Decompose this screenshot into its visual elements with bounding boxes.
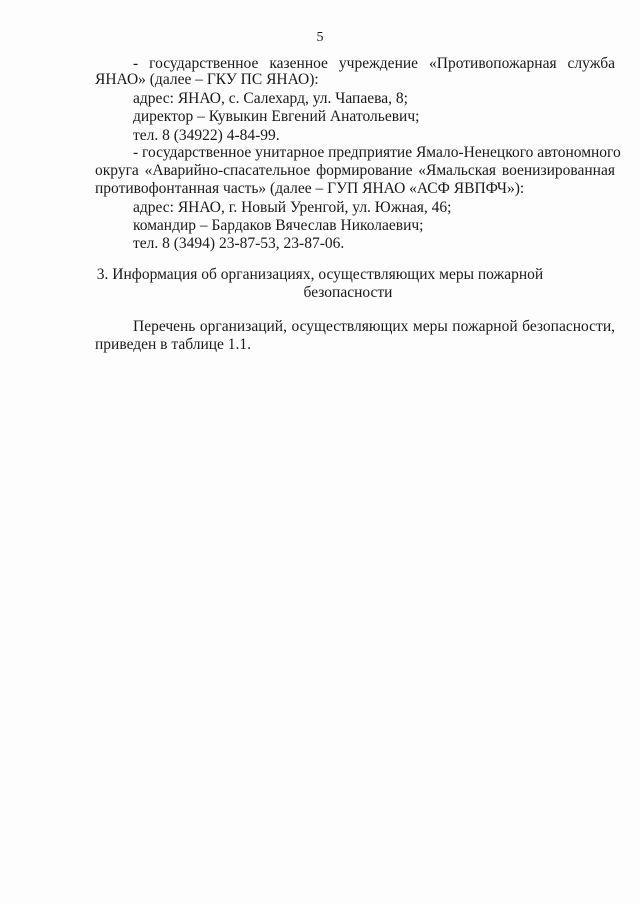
- gku-ps-line-1: - государственное казенное учреждение «Противопожарная служба: [133, 55, 615, 72]
- gup-asf-address: адрес: ЯНАО, г. Новый Уренгой, ул. Южная, 46;: [133, 199, 452, 216]
- gup-asf-line-1: - государственное унитарное предприятие Ямало-Ненецкого автономного: [133, 144, 621, 161]
- gup-asf-line-3: противофонтанная часть» (далее – ГУП ЯНАО «АСФ ЯВПФЧ»):: [95, 180, 525, 197]
- gku-ps-phone: тел. 8 (34922) 4-84-99.: [133, 127, 280, 144]
- gup-asf-phone: тел. 8 (3494) 23-87-53, 23-87-06.: [133, 235, 345, 252]
- page-number: 5: [316, 30, 324, 45]
- section-heading-line-1: 3. Информация об организациях, осуществляющих меры пожарной: [96, 266, 544, 283]
- gku-ps-line-2: ЯНАО» (далее – ГКУ ПС ЯНАО):: [95, 71, 319, 88]
- section-paragraph-line-1: Перечень организаций, осуществляющих меры пожарной безопасности,: [133, 318, 615, 335]
- section-paragraph-line-2: приведен в таблице 1.1.: [95, 336, 252, 353]
- section-heading-line-2: безопасности: [303, 284, 393, 301]
- gup-asf-commander: командир – Бардаков Вячеслав Николаевич;: [133, 217, 424, 234]
- gku-ps-address: адрес: ЯНАО, с. Салехард, ул. Чапаева, 8;: [133, 90, 408, 107]
- gup-asf-line-2: округа «Аварийно-спасательное формирование «Ямальская военизированная: [95, 162, 615, 179]
- gku-ps-director: директор – Кувыкин Евгений Анатольевич;: [133, 108, 420, 125]
